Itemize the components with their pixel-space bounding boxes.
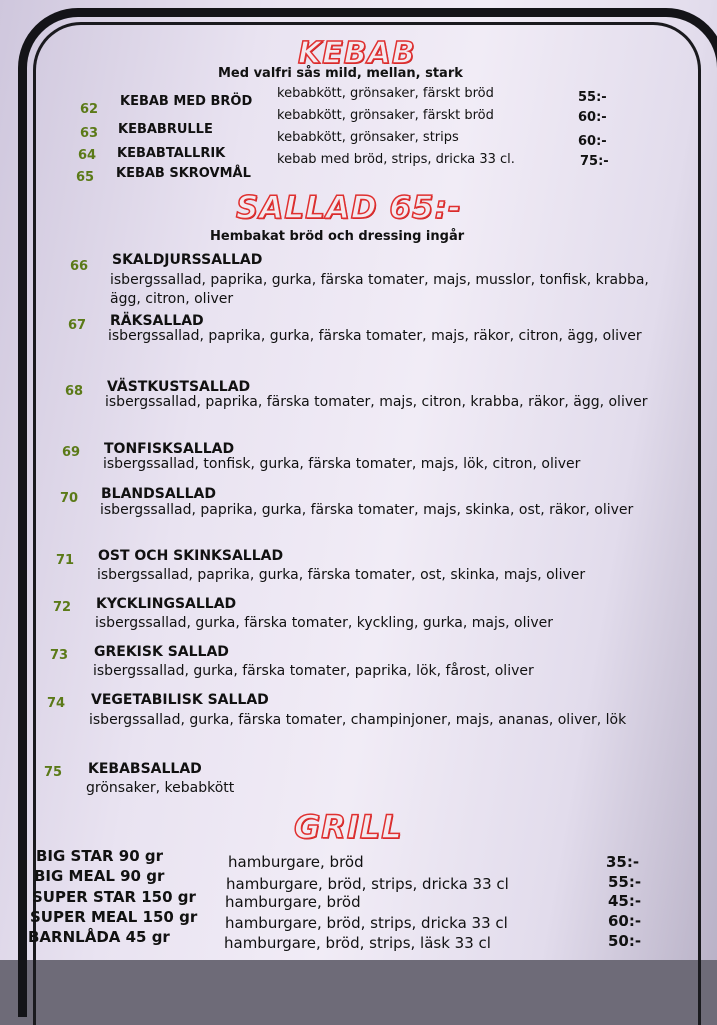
item-name: KEBAB SKROVMÅL (116, 166, 251, 181)
salad-desc-75: grönsaker, kebabkött (86, 780, 235, 796)
item-description: kebabkött, grönsaker, strips (277, 130, 459, 145)
item-description: kebab med bröd, strips, dricka 33 cl. (277, 152, 515, 167)
salad-number-67: 67 (68, 318, 87, 333)
item-name: KEBABTALLRIK (117, 146, 226, 161)
kebab-heading: KEBAB (298, 36, 416, 71)
item-price: 60:- (578, 134, 607, 149)
item-description: kebabkött, grönsaker, färskt bröd (277, 86, 494, 101)
item-name: KEBABRULLE (118, 122, 213, 137)
salad-desc-72: isbergssallad, gurka, färska tomater, kyckling, gurka, majs, oliver (95, 615, 554, 631)
salad-desc-71: isbergssallad, paprika, gurka, färska tomater, ost, skinka, majs, oliver (97, 567, 586, 583)
item-price: 60:- (578, 110, 607, 125)
grill-item-description: hamburgare, bröd (228, 853, 364, 871)
grill-item-price: 35:- (606, 853, 640, 871)
grill-item-description: hamburgare, bröd (225, 893, 361, 911)
salad-name-69: TONFISKSALLAD (104, 441, 235, 457)
salad-name-67: RÄKSALLAD (110, 313, 204, 329)
salad-desc-70: isbergssallad, paprika, gurka, färska tomater, majs, skinka, ost, räkor, oliver (100, 502, 634, 518)
sallad-heading: SALLAD 65:- (236, 190, 462, 226)
grill-item-price: 50:- (608, 932, 642, 950)
salad-name-71: OST OCH SKINKSALLAD (98, 548, 284, 564)
grill-item-name: BIG MEAL 90 gr (34, 867, 165, 885)
salad-name-66: SKALDJURSSALLAD (112, 252, 263, 268)
grill-item-price: 60:- (608, 912, 642, 930)
salad-number-66: 66 (70, 259, 89, 274)
grill-item-name: BIG STAR 90 gr (36, 847, 164, 865)
grill-item-price: 45:- (608, 892, 642, 910)
salad-number-70: 70 (60, 491, 79, 506)
salad-name-73: GREKISK SALLAD (94, 644, 229, 660)
salad-name-68: VÄSTKUSTSALLAD (107, 379, 251, 395)
salad-name-70: BLANDSALLAD (101, 486, 216, 502)
salad-number-71: 71 (56, 553, 75, 568)
salad-number-74: 74 (47, 696, 66, 711)
salad-number-68: 68 (65, 384, 84, 399)
grill-item-name: BARNLÅDA 45 gr (28, 928, 170, 946)
grill-heading: GRILL (294, 808, 403, 846)
kebab-subtitle: Med valfri sås mild, mellan, stark (218, 66, 463, 81)
grill-item-name: SUPER MEAL 150 gr (30, 908, 198, 926)
sallad-subtitle: Hembakat bröd och dressing ingår (210, 229, 465, 244)
salad-name-74: VEGETABILISK SALLAD (91, 692, 269, 708)
item-description: kebabkött, grönsaker, färskt bröd (277, 108, 494, 123)
item-number: 63 (80, 126, 99, 141)
salad-number-69: 69 (62, 445, 81, 460)
salad-desc-73: isbergssallad, gurka, färska tomater, paprika, lök, fårost, oliver (93, 663, 534, 679)
salad-number-72: 72 (53, 600, 72, 615)
salad-desc-68: isbergssallad, paprika, färska tomater, majs, citron, krabba, räkor, ägg, oliver (105, 394, 648, 410)
salad-number-73: 73 (50, 648, 69, 663)
salad-desc-74: isbergssallad, gurka, färska tomater, champinjoner, majs, ananas, oliver, lök (89, 712, 627, 728)
salad-number-75: 75 (44, 765, 63, 780)
item-price: 55:- (578, 90, 607, 105)
item-number: 64 (78, 148, 97, 163)
grill-item-description: hamburgare, bröd, strips, dricka 33 cl (225, 914, 508, 932)
grill-item-price: 55:- (608, 873, 642, 891)
item-number: 65 (76, 170, 95, 185)
item-name: KEBAB MED BRÖD (120, 94, 253, 109)
salad-desc-69: isbergssallad, tonfisk, gurka, färska tomater, majs, lök, citron, oliver (103, 456, 581, 472)
salad-desc-67: isbergssallad, paprika, gurka, färska tomater, majs, räkor, citron, ägg, oliver (108, 328, 642, 344)
item-price: 75:- (580, 154, 609, 169)
grill-item-description: hamburgare, bröd, strips, läsk 33 cl (224, 934, 491, 952)
item-number: 62 (80, 102, 99, 117)
salad-desc-66: isbergssallad, paprika, gurka, färska tomater, majs, musslor, tonfisk, krabba, ägg, citron, oliver (110, 272, 649, 307)
salad-name-75: KEBABSALLAD (88, 761, 202, 777)
salad-name-72: KYCKLINGSALLAD (96, 596, 237, 612)
grill-item-name: SUPER STAR 150 gr (32, 888, 196, 906)
grill-item-description: hamburgare, bröd, strips, dricka 33 cl (226, 875, 509, 893)
